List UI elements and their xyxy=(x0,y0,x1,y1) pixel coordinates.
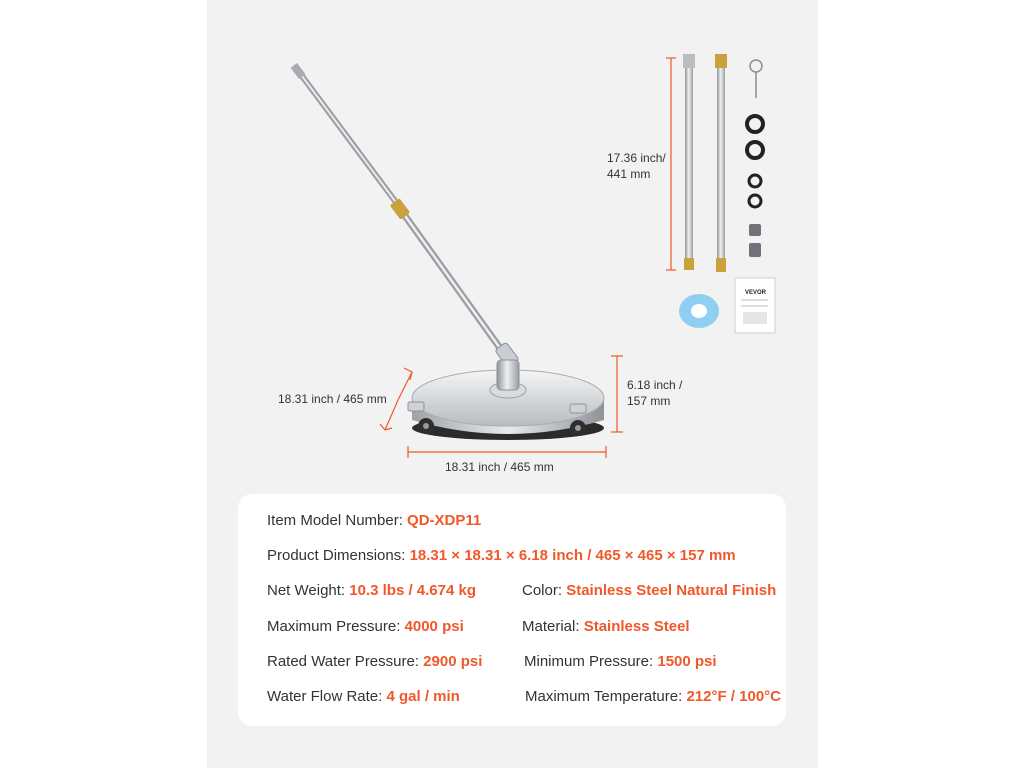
spec-label: Item Model Number: xyxy=(267,512,408,529)
spec-label: Material: xyxy=(522,618,584,635)
spec-value: 18.31 × 18.31 × 6.18 inch / 465 × 465 × 157 mm xyxy=(409,547,736,564)
tube-length-label xyxy=(607,150,666,182)
spec-dimensions xyxy=(267,547,736,564)
spec-label: Color: xyxy=(522,582,567,599)
spec-value: 4000 psi xyxy=(404,618,464,635)
spec-label: Product Dimensions: xyxy=(267,547,410,564)
spec-material xyxy=(522,618,690,635)
width-label: 18.31 inch / 465 mm xyxy=(445,460,554,474)
height-inch: 6.18 inch / xyxy=(627,378,683,392)
spec-label: Rated Water Pressure: xyxy=(267,653,424,670)
spec-value: 4 gal / min xyxy=(386,688,460,705)
spec-model xyxy=(267,512,481,529)
spec-value: Stainless Steel Natural Finish xyxy=(566,582,777,599)
spec-label: Net Weight: xyxy=(267,582,350,599)
spec-label: Maximum Temperature: xyxy=(525,688,687,705)
tube-length-inch: 17.36 inch/ xyxy=(607,151,666,165)
spec-label: Maximum Pressure: xyxy=(267,618,405,635)
spec-color xyxy=(522,582,776,599)
spec-value: Stainless Steel xyxy=(583,618,690,635)
spec-value: 2900 psi xyxy=(423,653,483,670)
spec-max-pressure xyxy=(267,618,464,635)
spec-value: 10.3 lbs / 4.674 kg xyxy=(349,582,477,599)
spec-label: Minimum Pressure: xyxy=(524,653,658,670)
surface-cleaner-body xyxy=(408,360,604,440)
height-mm: 157 mm xyxy=(627,394,671,408)
spec-label: Water Flow Rate: xyxy=(267,688,387,705)
spec-flow-rate xyxy=(267,688,460,705)
spec-rated-pressure xyxy=(267,653,482,670)
depth-label: 18.31 inch / 465 mm xyxy=(278,392,387,406)
extension-tubes xyxy=(683,54,727,272)
spec-value: 1500 psi xyxy=(657,653,717,670)
spec-value: 212°F / 100°C xyxy=(686,688,782,705)
spec-net-weight xyxy=(267,582,476,599)
height-label xyxy=(627,377,682,409)
tube-length-mm: 441 mm xyxy=(607,167,651,181)
spec-value: QD-XDP11 xyxy=(407,512,482,529)
manual-brand: VEVOR xyxy=(745,290,767,296)
spec-min-pressure xyxy=(524,653,717,670)
spec-max-temp xyxy=(525,688,781,705)
extension-wand xyxy=(291,63,520,368)
